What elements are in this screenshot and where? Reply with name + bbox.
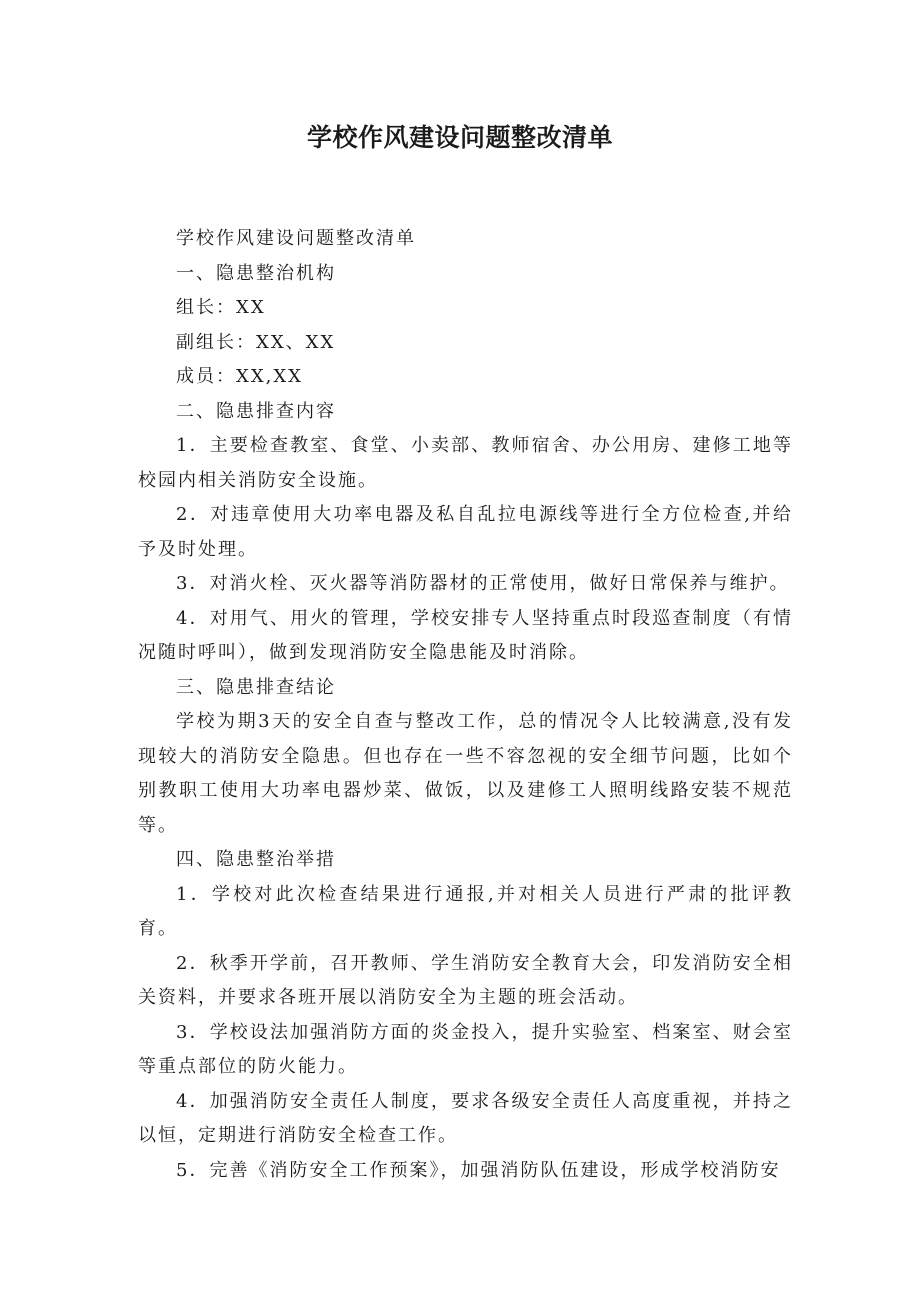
paragraph-item: 4．加强消防安全责任人制度，要求各级安全责任人高度重视，并持之以恒，定期进行消防安全检查工作。 — [138, 1090, 793, 1146]
paragraph-item: 2．秋季开学前，召开教师、学生消防安全教育大会，印发消防安全相关资料，并要求各班开展以消防安全为主题的班会活动。 — [138, 952, 793, 1008]
document-body — [138, 222, 793, 1188]
paragraph-item: 1．学校对此次检查结果进行通报,并对相关人员进行严肃的批评教育。 — [138, 883, 793, 939]
section-heading-4: 四、隐患整治举措 — [176, 849, 336, 870]
paragraph-item: 3．学校设法加强消防方面的炎金投入，提升实验室、档案室、财会室等重点部位的防火能力。 — [138, 1021, 793, 1077]
paragraph-item: 5．完善《消防安全工作预案》，加强消防队伍建设，形成学校消防安 — [176, 1159, 781, 1181]
section-heading-1: 一、隐患整治机构 — [176, 262, 336, 284]
paragraph-item: 2．对违章使用大功率电器及私自乱拉电源线等进行全方位检查,并给予及时处理。 — [138, 504, 793, 560]
paragraph-subtitle: 学校作风建设问题整改清单 — [176, 228, 416, 249]
paragraph-members: 成员：XX,XX — [176, 366, 303, 387]
paragraph-conclusion: 学校为期3天的安全自查与整改工作，总的情况令人比较满意,没有发现较大的消防安全隐患。但也存在一些不容忽视的安全细节问题，比如个别教职工使用大功率电器炒菜、做饭，以及建修工人照明线路安装不规范等。 — [138, 711, 793, 836]
paragraph-item: 4．对用气、用火的管理，学校安排专人坚持重点时段巡查制度（有情况随时呼叫），做到发现消防安全隐患能及时消除。 — [138, 607, 793, 663]
paragraph-deputy-leader: 副组长：XX、XX — [176, 331, 336, 353]
document-title: 学校作风建设问题整改清单 — [306, 123, 613, 152]
paragraph-item: 3．对消火栓、灭火器等消防器材的正常使用，做好日常保养与维护。 — [176, 573, 790, 594]
section-heading-3: 三、隐患排查结论 — [176, 676, 336, 698]
section-heading-2: 二、隐患排查内容 — [176, 400, 336, 422]
paragraph-leader: 组长：XX — [176, 297, 266, 318]
paragraph-item: 1．主要检查教室、食堂、小卖部、教师宿舍、办公用房、建修工地等校园内相关消防安全设施。 — [138, 435, 793, 491]
